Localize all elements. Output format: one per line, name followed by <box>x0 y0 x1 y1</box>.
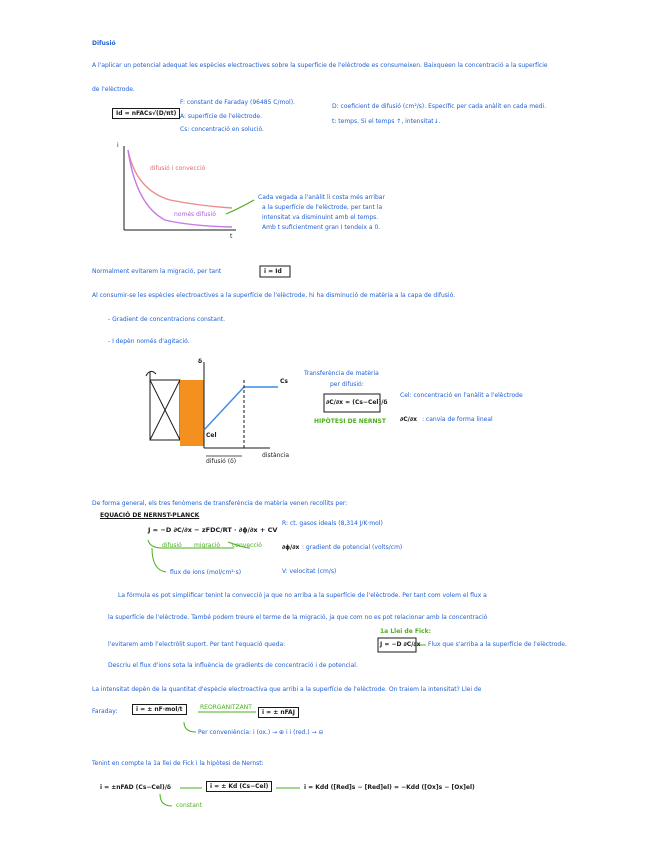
graph2-hipotesi: HIPÒTESI DE NERNST <box>314 418 386 425</box>
np-title: EQUACIÓ DE NERNST-PLANCK <box>100 512 200 519</box>
graph2-slope-def: : canvia de forma lineal <box>422 416 493 423</box>
intro-line-1: A l'aplicar un potencial adequat les espècies electroactives sobre la superfície de l'elèctrode es consumeixen. Baixqueen la concentració a la superfície <box>92 62 548 69</box>
graph1-note-3: intensitat va disminuint amb el temps. <box>262 214 379 221</box>
np-def-phi: : gradient de potencial (volts/cm) <box>302 544 403 551</box>
intro-line-2: de l'elèctrode. <box>92 86 135 93</box>
def-Cs: Cs: concentració en solució. <box>180 126 264 133</box>
migr-text: Normalment evitarem la migració, per tant <box>92 268 222 275</box>
graph2-cel-label: Cel <box>206 432 217 439</box>
graph1-note-2: a la superfície de l'elèctrode, per tant la <box>262 204 383 211</box>
def-F: F: constant de Faraday (96485 C/mol). <box>180 99 295 106</box>
fick-label: 1a Llei de Fick: <box>380 628 431 635</box>
np-label-migracio: migració <box>194 542 221 549</box>
final-eq-1: i = ±nFAD (Cs−Cel)/δ <box>100 784 172 791</box>
graph2-tm-1: Transferència de matèria <box>304 370 379 377</box>
np-intro: De forma general, els tres fenòmens de transferència de matèria venen recollits per: <box>92 500 348 507</box>
faraday-box-1: i = ± nF·mol/t <box>132 704 187 715</box>
final-intro: Tenint en compte la 1a llei de Fick i la hipòtesi de Nernst: <box>92 760 264 767</box>
np-def-R: R: ct. gasos ideals (8,314 J/K·mol) <box>282 520 383 527</box>
graph1-xlabel: t <box>230 233 233 240</box>
graph2-xlabel-left: difusió (δ) <box>206 458 237 465</box>
para-line-4: Descriu el flux d'ions sota la influència de gradients de concentració i de potencial. <box>108 662 358 669</box>
np-flux: flux de ions (mol/cm²·s) <box>170 569 242 576</box>
graph2-tm-2: per difusió: <box>330 381 364 388</box>
para-line-2: la superfície de l'elèctrode. També podem treure el terme de la migració, ja que com no es pot relacionar amb la concentració <box>108 614 488 621</box>
final-constant-arrow <box>160 794 172 806</box>
def-t: t: temps. Si el temps ↑, intensitat↓. <box>332 118 441 125</box>
graph1-label-purple: només difusió <box>174 211 216 218</box>
graph2-cs-label: Cs <box>280 378 288 385</box>
np-flux-arrow <box>152 548 166 572</box>
graph2-formula: ∂C/∂x = (Cs−Cel)/δ <box>326 399 388 406</box>
faraday-line-2: Faraday: <box>92 708 118 715</box>
np-def-V: V: velocitat (cm/s) <box>282 568 337 575</box>
graph1-label-pink: difusió i convecció <box>150 165 206 172</box>
np-def-phi-sym: ∂ϕ/∂x <box>282 544 300 551</box>
faraday-reorganitzant: REORGANITZANT <box>200 704 252 711</box>
final-box: i = ± Kd (Cs−Cel) <box>206 781 272 792</box>
fick-note: Flux que s'arriba a la superfície de l'elèctrode. <box>428 641 567 648</box>
np-equation: J = −D ∂C/∂x − zFDC/RT · ∂ϕ/∂x + CV <box>148 526 278 534</box>
def-D: D: coeficient de difusió (cm²/s). Específic per cada anàlit en cada medi. <box>332 103 547 110</box>
migr-box: i = Id <box>264 268 282 275</box>
np-label-difusio: difusió <box>162 542 182 549</box>
consum-text: Al consumir-se les espècies electroactives a la superfície de l'elèctrode, hi ha disminució de matèria a la capa de difusió. <box>92 292 456 299</box>
cottrell-formula: Id = nFACs√(D/πt) <box>112 108 180 119</box>
final-constant: constant <box>176 802 203 809</box>
graph1-note-arrow <box>226 200 254 214</box>
graph1-note-4: Amb t suficientment gran I tendeix a 0. <box>262 224 381 231</box>
graph1-note-1: Cada vegada a l'anàlit li costa més arribar <box>258 194 385 201</box>
faraday-box-2: i = ± nFAJ <box>258 707 299 718</box>
graph2-hook <box>146 371 156 376</box>
graph1-ylabel: i <box>117 142 119 149</box>
graph2-line-rise <box>204 387 244 430</box>
graph2-xlabel-right: distància <box>262 452 290 459</box>
graph2-slope-sym: ∂C/∂x <box>400 416 417 423</box>
def-A: A: superfície de l'elèctrode. <box>180 113 263 120</box>
consum-bullet-2: - I depèn només d'agitació. <box>108 338 190 345</box>
para-line-1: La fórmula es pot simplificar tenint la convecció ja que no arriba a la superfície de l'elèctrode. Per tant com volem el flux a <box>118 592 487 599</box>
np-underline <box>148 540 234 548</box>
final-eq-3: i = Kdd ([Red]s − [Red]el) = −Kdd ([Ox]s − [Ox]el) <box>304 784 475 791</box>
faraday-conv-arrow <box>184 722 196 732</box>
faraday-conv: Per conveniència: i (ox.) → ⊕ i i (red.) → ⊖ <box>198 729 324 736</box>
fick-box-text: J = −D ∂C/∂x <box>380 641 421 648</box>
faraday-line-1: La intensitat depèn de la quantitat d'espècie electroactiva que arribi a la superfície de l'elèctrode. On traiem la intensitat? Llei de <box>92 686 482 693</box>
np-label-conveccio: convecció <box>232 542 262 549</box>
consum-bullet-1: - Gradient de concentracions constant. <box>108 316 226 323</box>
graph2-diffusion-layer <box>180 380 204 446</box>
graph2-cel-def: Cel: concentració en l'anàlit a l'elèctrode <box>400 392 523 399</box>
graph2-delta-label: δ <box>198 358 203 365</box>
page-title: Difusió <box>92 40 116 47</box>
para-line-3: l'evitarem amb l'electròlit suport. Per tant l'equació queda: <box>108 641 286 648</box>
